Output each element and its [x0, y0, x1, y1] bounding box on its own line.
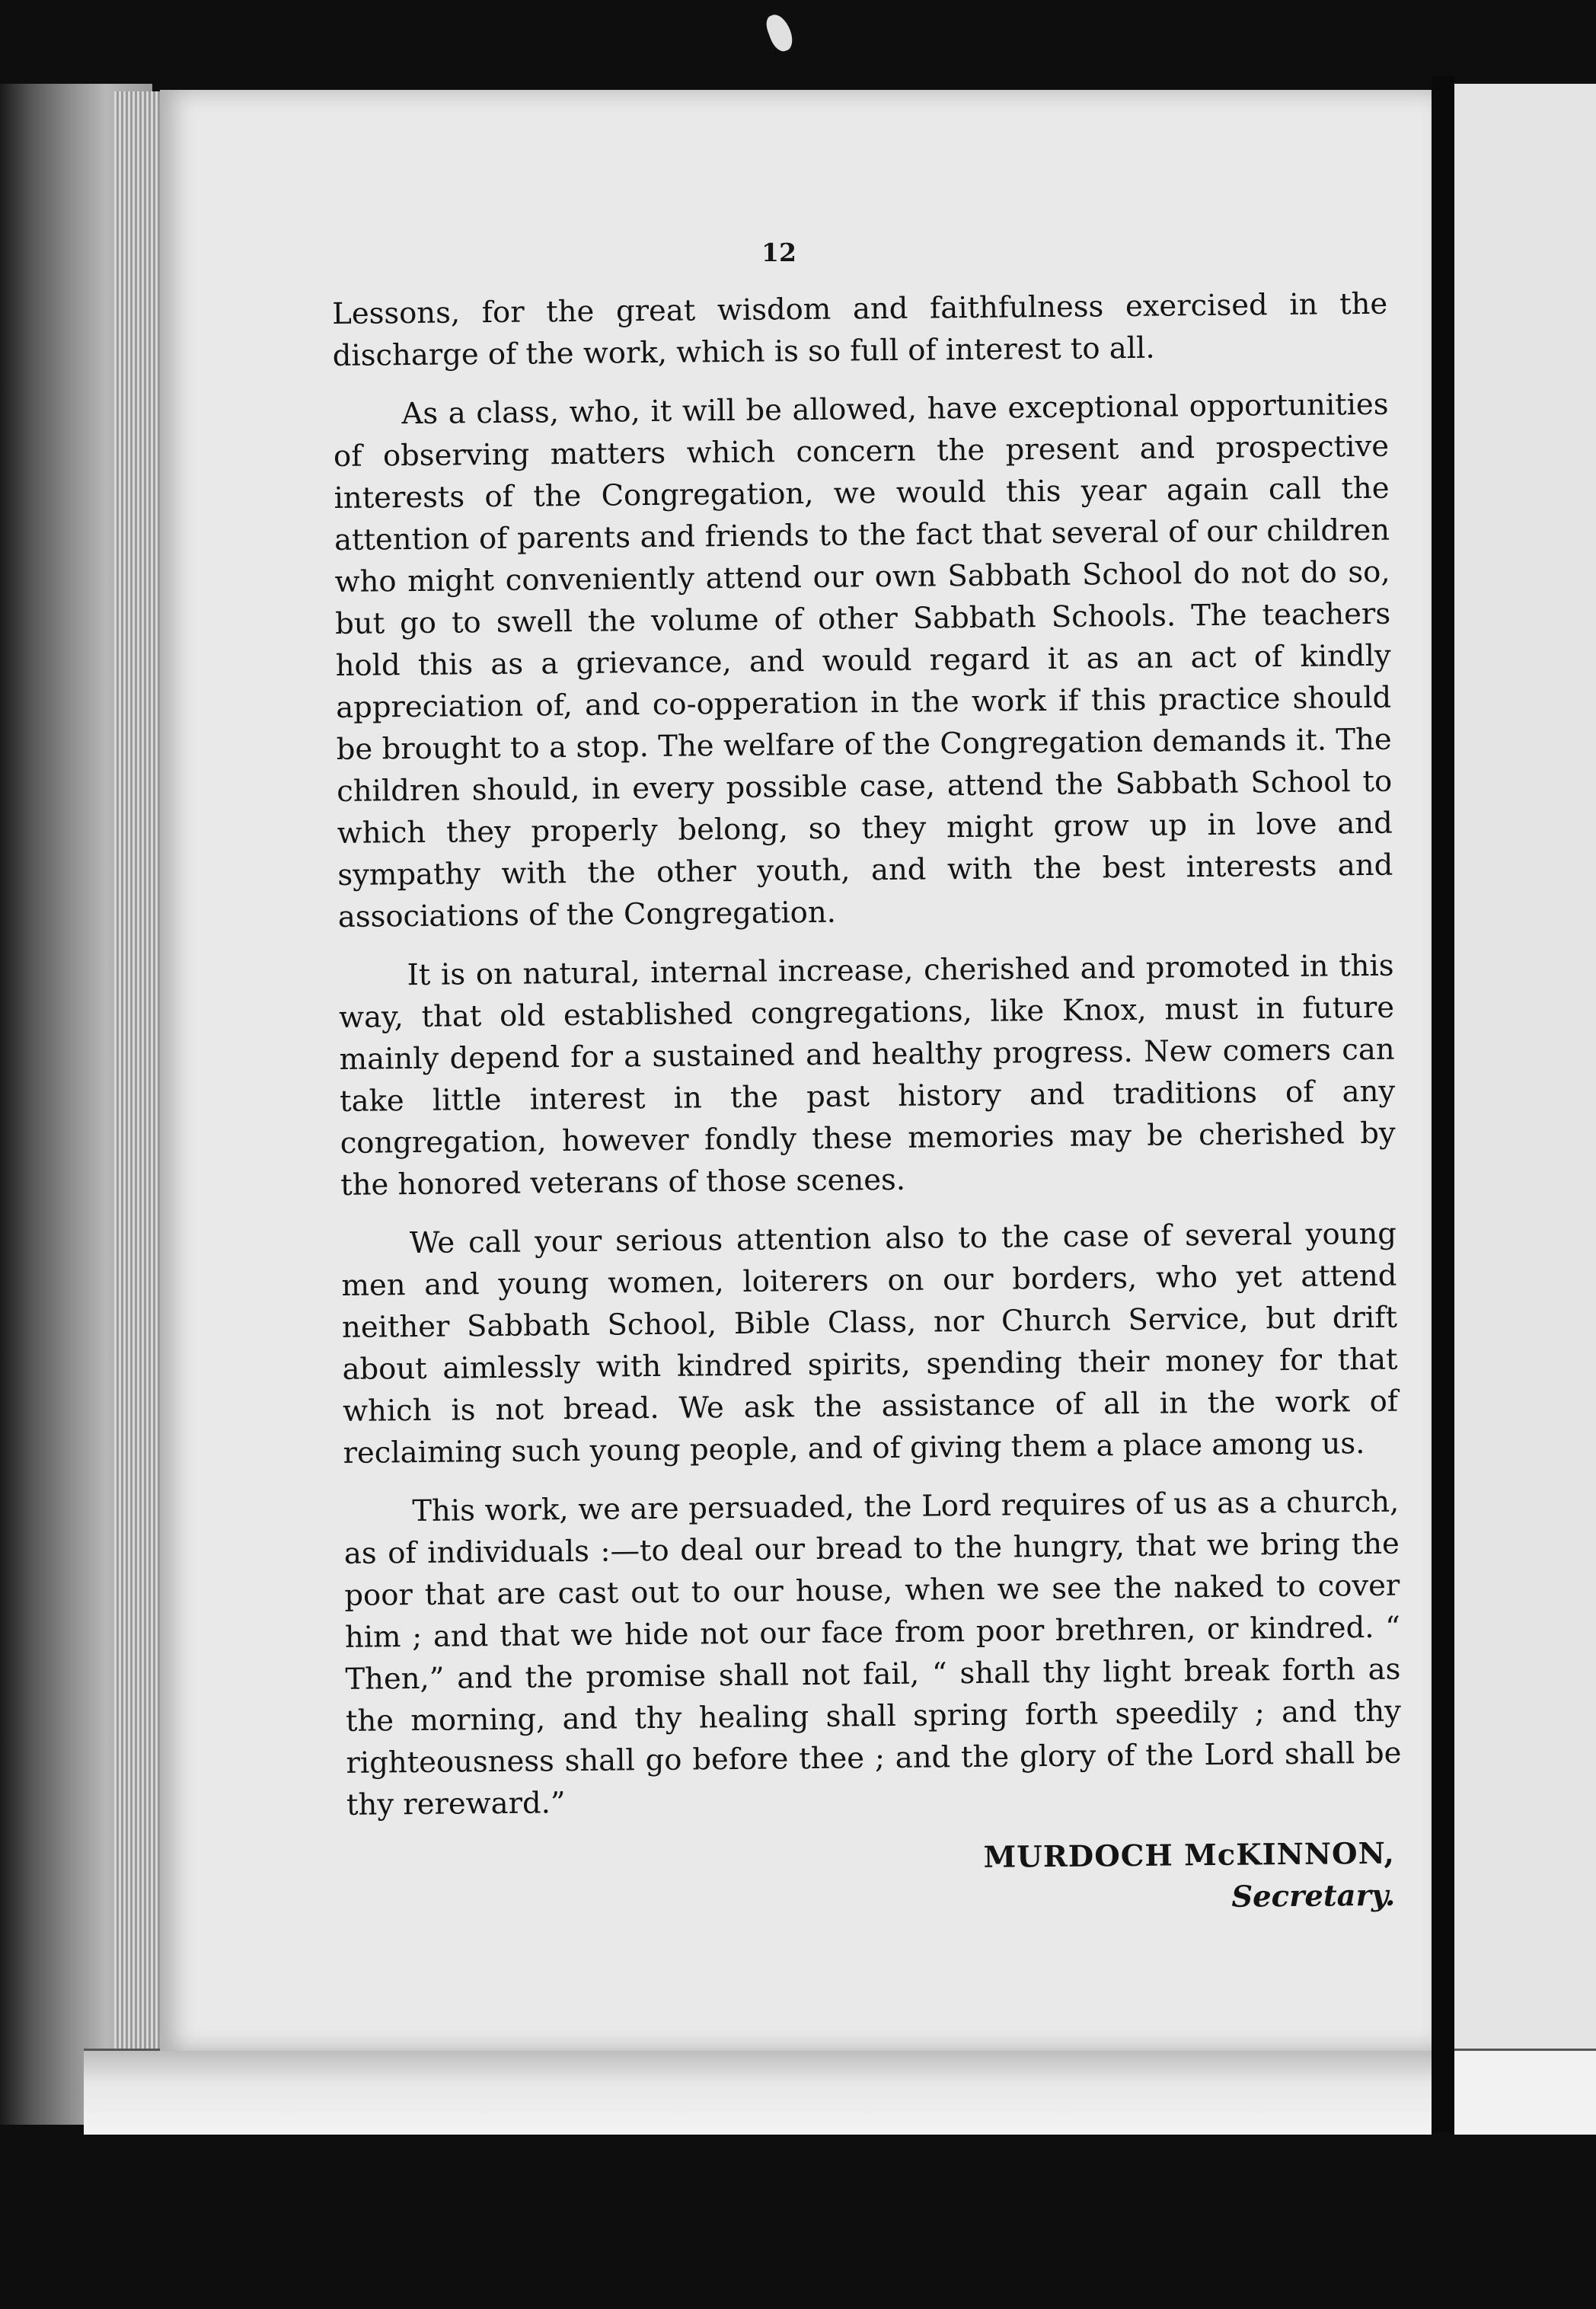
book-bottom-edge	[84, 2049, 1432, 2135]
page-body	[332, 283, 1403, 1927]
paragraph-4: We call your serious attention also to the case of several young men and young women, loiterers on our borders, who yet attend neither Sabbath School, Bible Class, nor Church Service, but drift about aimlessly with kindred spirits, spending their money for that which is not bread. We ask the assistance of all in the work of reclaiming such young people, and of giving them a place among us.	[341, 1216, 1399, 1471]
signature	[347, 1833, 1403, 1927]
paragraph-3: It is on natural, internal increase, cherished and promoted in this way, that old established congregations, like Knox, must in future mainly depend for a sustained and healthy progress. New comers can take little interest in the past history and traditions of any congregation, however fondly these memories may be cherished by the honored veterans of those scenes.	[338, 948, 1396, 1202]
paragraph-2: As a class, who, it will be allowed, have exceptional opportunities of observing matters which concern the present and prospective interests of the Congregation, we would this year again call the attention of parents and friends to the fact that several of our children who might conveniently attend our own Sabbath School do not do so, but go to swell the volume of other Sabbath Schools. The teachers hold this as a grievance, and would regard it as an act of kindly appreciation of, and co-opperation in the work if this practice should be brought to a stop. The welfare of the Congregation demands it. The children should, in every possible case, attend the Sabbath School to which they properly belong, so they might grow up in love and sympathy with the other youth, and with the best interests and associations of the Congregation.	[333, 387, 1393, 934]
signature-name: MURDOCH McKINNON,	[983, 1836, 1395, 1875]
page-number: 12	[761, 238, 796, 267]
paragraph-1: Lessons, for the great wisdom and faithfulness exercised in the discharge of the work, which is so full of interest to all.	[332, 286, 1388, 373]
book-gutter	[1432, 76, 1454, 2132]
right-page-edge	[1454, 84, 1596, 2049]
paragraph-5: This work, we are persuaded, the Lord requires of us as a church, as of individuals :—to deal our bread to the hungry, that we bring the poor that are cast out to our house, when we see the naked to cover him ; and that we hide not our face from poor brethren, or kindred. “ Then,” and the promise shall not fail, “ shall thy light break forth as the morning, and thy healing shall spring forth speedily ; and thy righteousness shall go before thee ; and the glory of the Lord shall be thy rereward.”	[343, 1484, 1402, 1822]
right-page-bottom	[1454, 2049, 1596, 2135]
clip-mark	[763, 11, 796, 55]
signature-title: Secretary.	[1231, 1878, 1396, 1915]
